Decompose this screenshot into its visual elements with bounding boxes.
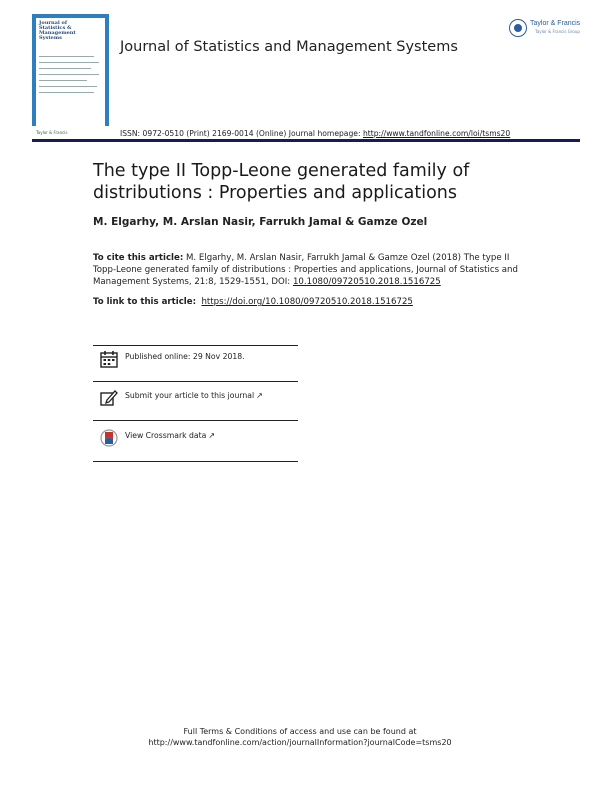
item-divider xyxy=(93,345,298,346)
cover-publisher-mark: Taylor & Francis xyxy=(36,130,68,135)
article-title: The type II Topp-Leone generated family of distributions : Properties and applications xyxy=(93,161,470,203)
doi-link[interactable]: 10.1080/09720510.2018.1516725 xyxy=(292,277,441,287)
journal-title: Journal of Statistics and Management Systems xyxy=(120,39,458,55)
item-divider xyxy=(93,461,298,462)
crossmark-item[interactable] xyxy=(100,427,297,457)
item-divider xyxy=(93,420,298,421)
publisher-logo[interactable] xyxy=(509,17,584,41)
external-link-icon: ↗ xyxy=(256,391,263,400)
journal-homepage-link[interactable]: http://www.tandfonline.com/loi/tsms20 xyxy=(362,129,511,138)
link-label: To link to this article: xyxy=(93,297,197,307)
citation-label: To cite this article: xyxy=(93,253,184,263)
article-doi-url[interactable]: https://doi.org/10.1080/09720510.2018.1516725 xyxy=(201,297,413,307)
article-link-line xyxy=(93,297,413,307)
issn-text: ISSN: 0972-0510 (Print) 2169-0014 (Online) Journal homepage: xyxy=(120,129,363,138)
submit-article-item[interactable] xyxy=(100,387,297,417)
published-online-item xyxy=(100,348,297,378)
journal-cover-image xyxy=(32,14,109,138)
citation-block xyxy=(93,252,533,288)
footer-terms-text: Full Terms & Conditions of access and use can be found at xyxy=(183,727,417,736)
crossmark-icon xyxy=(100,429,118,447)
issn-line xyxy=(120,129,510,138)
external-link-icon: ↗ xyxy=(208,431,216,440)
citation-text: M. Elgarhy, M. Arslan Nasir, Farrukh Jamal & Gamze Ozel (2018) The type II Topp-Leone generated family of distributions : Properties and applications, Journal of Statistics and Management Systems, 21:8, 1529-1551, DOI: xyxy=(93,253,518,287)
edit-icon xyxy=(100,389,118,407)
footer xyxy=(0,726,600,748)
item-divider xyxy=(93,381,298,382)
crossmark-label[interactable]: View Crossmark data ↗ xyxy=(125,431,216,440)
header-divider xyxy=(32,139,580,142)
cover-title: Journal of Statistics & Management Systems xyxy=(39,20,76,41)
publisher-logo-icon xyxy=(509,19,527,37)
submit-article-label[interactable]: Submit your article to this journal ↗ xyxy=(125,391,263,400)
calendar-icon xyxy=(100,350,118,368)
footer-terms-url[interactable]: http://www.tandfonline.com/action/journalInformation?journalCode=tsms20 xyxy=(148,738,452,747)
publisher-logo-sub: Taylor & Francis Group xyxy=(535,29,580,34)
publisher-logo-name: Taylor & Francis xyxy=(530,20,581,27)
article-authors: M. Elgarhy, M. Arslan Nasir, Farrukh Jamal & Gamze Ozel xyxy=(93,216,428,228)
published-online-label: Published online: 29 Nov 2018. xyxy=(125,352,245,361)
